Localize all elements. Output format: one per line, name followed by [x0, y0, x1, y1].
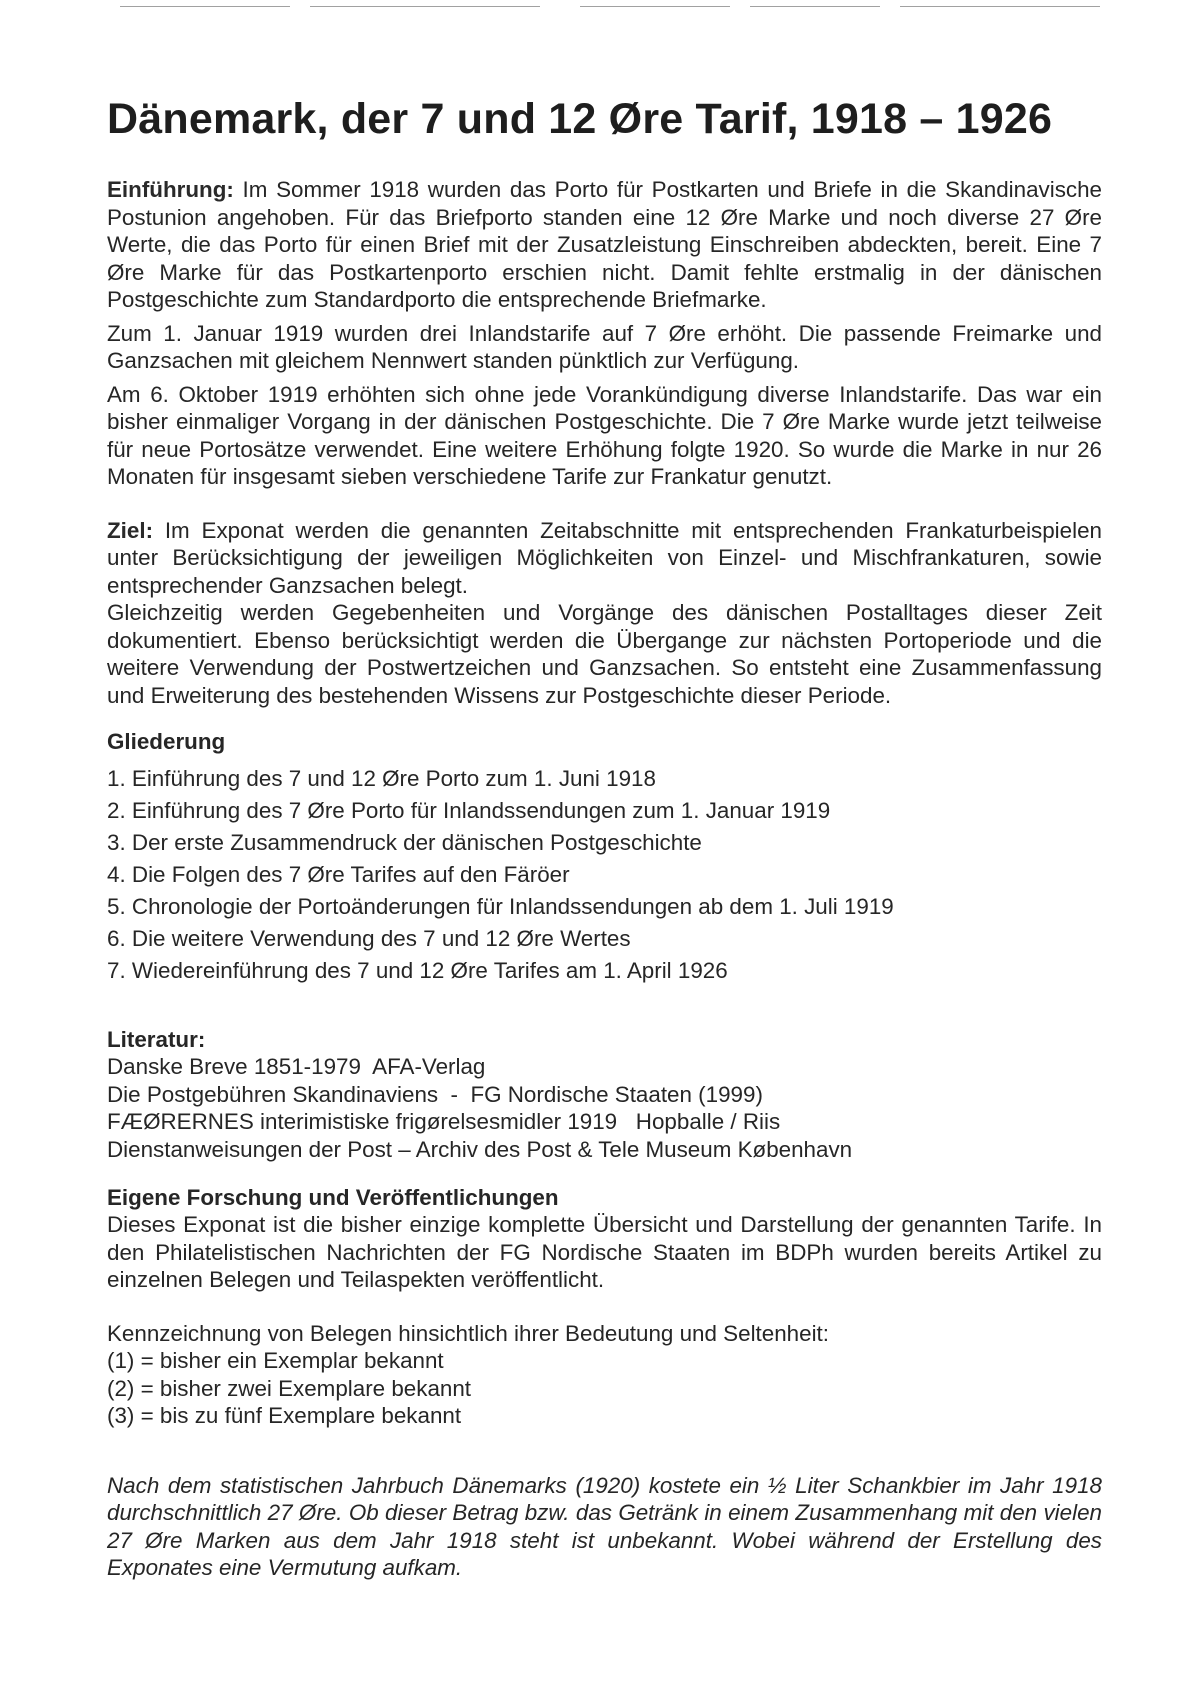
einfuehrung-section [107, 176, 1102, 491]
scan-edge-marks [110, 6, 1130, 10]
forschung-section [107, 1185, 1102, 1294]
gliederung-list [107, 763, 1102, 987]
spacer [107, 709, 1102, 729]
literatur-item-1: Danske Breve 1851-1979 AFA-Verlag [107, 1054, 486, 1079]
spacer [107, 987, 1102, 1027]
spacer [107, 1163, 1102, 1185]
einfuehrung-paragraph [107, 176, 1102, 314]
gliederung-item-1: 1. Einführung des 7 und 12 Øre Porto zum 1. Juni 1918 [107, 766, 656, 791]
ziel-paragraph-2: Gleichzeitig werden Gegebenheiten und Vorgänge des dänischen Postalltages dieser Zeit dokumentiert. Ebenso berücksichtigt werden die Übergange zur nächsten Portoperiode und die weitere Verwendung der Postwertzeichen und Ganzsachen. So entsteht eine Zusammenfassung und Erweiterung des bestehenden Wissens zur Postgeschichte dieser Periode. [107, 600, 1102, 708]
spacer [107, 1430, 1102, 1472]
literatur-heading: Literatur: [107, 1027, 206, 1052]
gliederung-item-5: 5. Chronologie der Portoänderungen für Inlandssendungen ab dem 1. Juli 1919 [107, 894, 894, 919]
ziel-label: Ziel: [107, 517, 154, 543]
einfuehrung-label: Einführung: [107, 177, 234, 202]
gliederung-item-7: 7. Wiedereinführung des 7 und 12 Øre Tarifes am 1. April 1926 [107, 958, 728, 983]
spacer [107, 491, 1102, 513]
kennzeichnung-item-1: (1) = bisher ein Exemplar bekannt [107, 1348, 444, 1373]
bier-note: Nach dem statistischen Jahrbuch Dänemarks (1920) kostete ein ½ Liter Schankbier im Jahr 1918 durchschnittlich 27 Øre. Ob dieser Betrag bzw. das Getränk in einem Zusammenhang mit den vielen 27 Øre Marken aus dem Jahr 1918 steht ist unbekannt. Wobei während der Erstellung des Exponates eine Vermutung aufkam. [107, 1472, 1102, 1580]
kennzeichnung-section [107, 1320, 1102, 1430]
forschung-heading: Eigene Forschung und Veröffentlichungen [107, 1185, 559, 1210]
gliederung-item-6: 6. Die weitere Verwendung des 7 und 12 Øre Wertes [107, 926, 631, 951]
document-page [107, 95, 1102, 1582]
ziel-paragraph [107, 517, 1102, 600]
gliederung-section [107, 729, 1102, 987]
gliederung-heading: Gliederung [107, 729, 226, 754]
literatur-item-4: Dienstanweisungen der Post – Archiv des Post & Tele Museum København [107, 1136, 853, 1162]
einfuehrung-paragraph-2: Zum 1. Januar 1919 wurden drei Inlandstarife auf 7 Øre erhöht. Die passende Freimarke und Ganzsachen mit gleichem Nennwert standen pünktlich zur Verfügung. [107, 320, 1102, 373]
kennzeichnung-item-3: (3) = bis zu fünf Exemplare bekannt [107, 1403, 462, 1428]
ziel-text: Im Exponat werden die genannten Zeitabschnitte mit entsprechenden Frankaturbeispielen unter Berücksichtigung der jeweiligen Möglichkeiten von Einzel- und Mischfrankaturen, sowie entsprechender Ganzsachen belegt. [107, 517, 1102, 598]
gliederung-item-3: 3. Der erste Zusammendruck der dänischen Postgeschichte [107, 830, 702, 855]
gliederung-item-2: 2. Einführung des 7 Øre Porto für Inlandssendungen zum 1. Januar 1919 [107, 798, 831, 823]
gliederung-item-4: 4. Die Folgen des 7 Øre Tarifes auf den Färöer [107, 862, 570, 887]
ziel-section [107, 517, 1102, 710]
literatur-section [107, 1027, 1102, 1163]
forschung-paragraph: Dieses Exponat ist die bisher einzige komplette Übersicht und Darstellung der genannten Tarife. In den Philatelistischen Nachrichten der FG Nordische Staaten im BDPh wurden bereits Artikel zu einzelnen Belegen und Teilaspekten veröffentlicht. [107, 1212, 1102, 1292]
einfuehrung-text: Im Sommer 1918 wurden das Porto für Postkarten und Briefe in die Skandinavische Postunion angehoben. Für das Briefporto standen eine 12 Øre Marke und noch diverse 27 Øre Werte, die das Porto für einen Brief mit der Zusatzleistung Einschreiben abdeckten, bereit. Eine 7 Øre Marke für das Postkartenporto erschien nicht. Damit fehlte erstmalig in der dänischen Postgeschichte zum Standardporto die entsprechende Briefmarke. [107, 177, 1102, 312]
kennzeichnung-intro: Kennzeichnung von Belegen hinsichtlich ihrer Bedeutung und Seltenheit: [107, 1320, 829, 1346]
page-title: Dänemark, der 7 und 12 Øre Tarif, 1918 – 1926 [107, 95, 1053, 143]
einfuehrung-paragraph-3: Am 6. Oktober 1919 erhöhten sich ohne jede Vorankündigung diverse Inlandstarife. Das war ein bisher einmaliger Vorgang in der dänischen Postgeschichte. Die 7 Øre Marke wurde jetzt teilweise für neue Portosätze verwendet. Eine weitere Erhöhung folgte 1920. So wurde die Marke in nur 26 Monaten für insgesamt sieben verschiedene Tarife zur Frankatur genutzt. [107, 381, 1102, 489]
literatur-item-2: Die Postgebühren Skandinaviens - FG Nordische Staaten (1999) [107, 1081, 763, 1107]
literatur-item-3: FÆØRERNES interimistiske frigørelsesmidler 1919 Hopballe / Riis [107, 1109, 781, 1134]
kennzeichnung-item-2: (2) = bisher zwei Exemplare bekannt [107, 1375, 472, 1401]
spacer [107, 1294, 1102, 1320]
literatur-list [107, 1053, 1102, 1163]
